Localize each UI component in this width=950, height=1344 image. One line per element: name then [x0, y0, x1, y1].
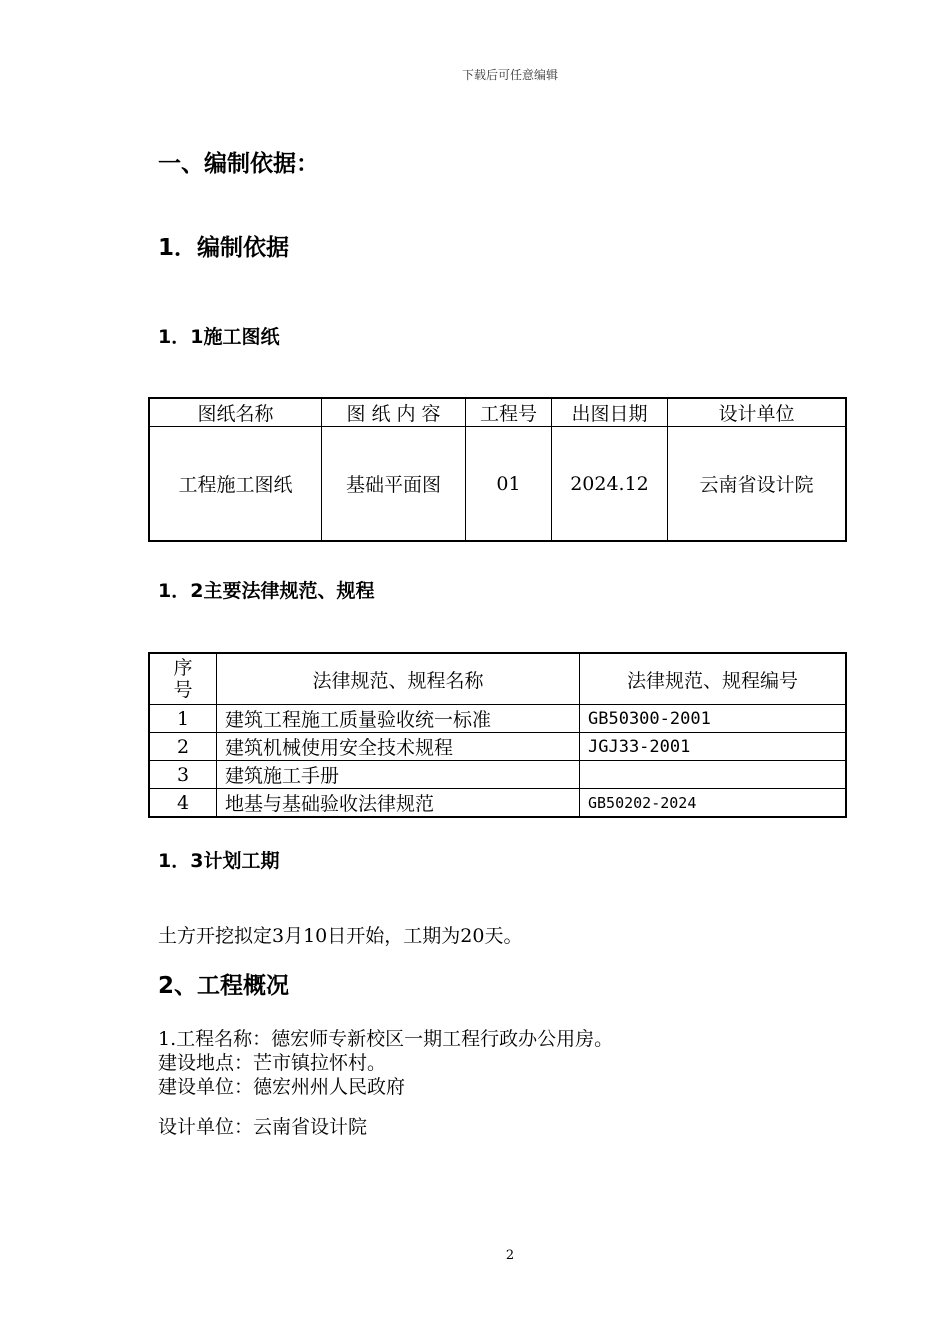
header-cell-drawing-name: 图纸名称 [149, 398, 322, 427]
header-cell-standard-name: 法律规范、规程名称 [217, 653, 580, 705]
drawings-table [148, 397, 847, 542]
header-cell-standard-code: 法律规范、规程编号 [580, 653, 847, 705]
header-cell-project-no: 工程号 [466, 398, 552, 427]
table-row [149, 761, 846, 789]
project-owner-line: 建设单位：德宏州州人民政府 [158, 1076, 406, 1098]
cell-standard-code: JGJ33-2001 [580, 733, 847, 761]
subsection-title-schedule: 1．3计划工期 [158, 850, 280, 872]
table-row [149, 427, 846, 542]
subsection-title-basis: 1．编制依据 [158, 235, 290, 261]
table-row [149, 789, 846, 818]
project-name-line: 1.工程名称：德宏师专新校区一期工程行政办公用房。 [158, 1028, 614, 1050]
cell-drawing-name: 工程施工图纸 [149, 427, 322, 542]
header-seq-top: 序 [173, 657, 193, 679]
header-cell-design-unit: 设计单位 [668, 398, 847, 427]
cell-design-unit: 云南省设计院 [668, 427, 847, 542]
section-title-basis: 一、编制依据： [158, 151, 319, 177]
cell-standard-code [580, 761, 847, 789]
cell-standard-name: 建筑机械使用安全技术规程 [217, 733, 580, 761]
table-header-row [149, 653, 846, 705]
subsection-title-standards: 1．2主要法律规范、规程 [158, 580, 375, 602]
header-seq-bottom: 号 [173, 679, 193, 701]
schedule-text: 土方开挖拟定3月10日开始，工期为20天。 [158, 925, 523, 947]
header-cell-issue-date: 出图日期 [552, 398, 668, 427]
section-title-overview: 2、工程概况 [158, 973, 290, 999]
header-note: 下载后可任意编辑 [461, 68, 558, 82]
cell-drawing-content: 基础平面图 [322, 427, 466, 542]
cell-seq: 3 [149, 761, 217, 789]
subsection-title-drawings: 1．1施工图纸 [158, 326, 280, 348]
cell-standard-code: GB50202-2024 [580, 789, 847, 818]
cell-standard-name: 地基与基础验收法律规范 [217, 789, 580, 818]
cell-issue-date: 2024.12 [552, 427, 668, 542]
cell-standard-name: 建筑施工手册 [217, 761, 580, 789]
cell-seq: 2 [149, 733, 217, 761]
standards-table [148, 652, 847, 818]
table-header-row [149, 398, 846, 427]
table-row [149, 705, 846, 733]
design-unit-line: 设计单位：云南省设计院 [158, 1116, 368, 1138]
project-info [158, 1027, 613, 1099]
cell-seq: 4 [149, 789, 217, 818]
table-row [149, 733, 846, 761]
page-number: 2 [505, 1248, 515, 1263]
project-location-line: 建设地点：芒市镇拉怀村。 [158, 1052, 387, 1074]
cell-seq: 1 [149, 705, 217, 733]
cell-standard-name: 建筑工程施工质量验收统一标准 [217, 705, 580, 733]
cell-standard-code: GB50300-2001 [580, 705, 847, 733]
cell-project-no: 01 [466, 427, 552, 542]
header-cell-seq [149, 653, 217, 705]
header-cell-drawing-content: 图 纸 内 容 [322, 398, 466, 427]
